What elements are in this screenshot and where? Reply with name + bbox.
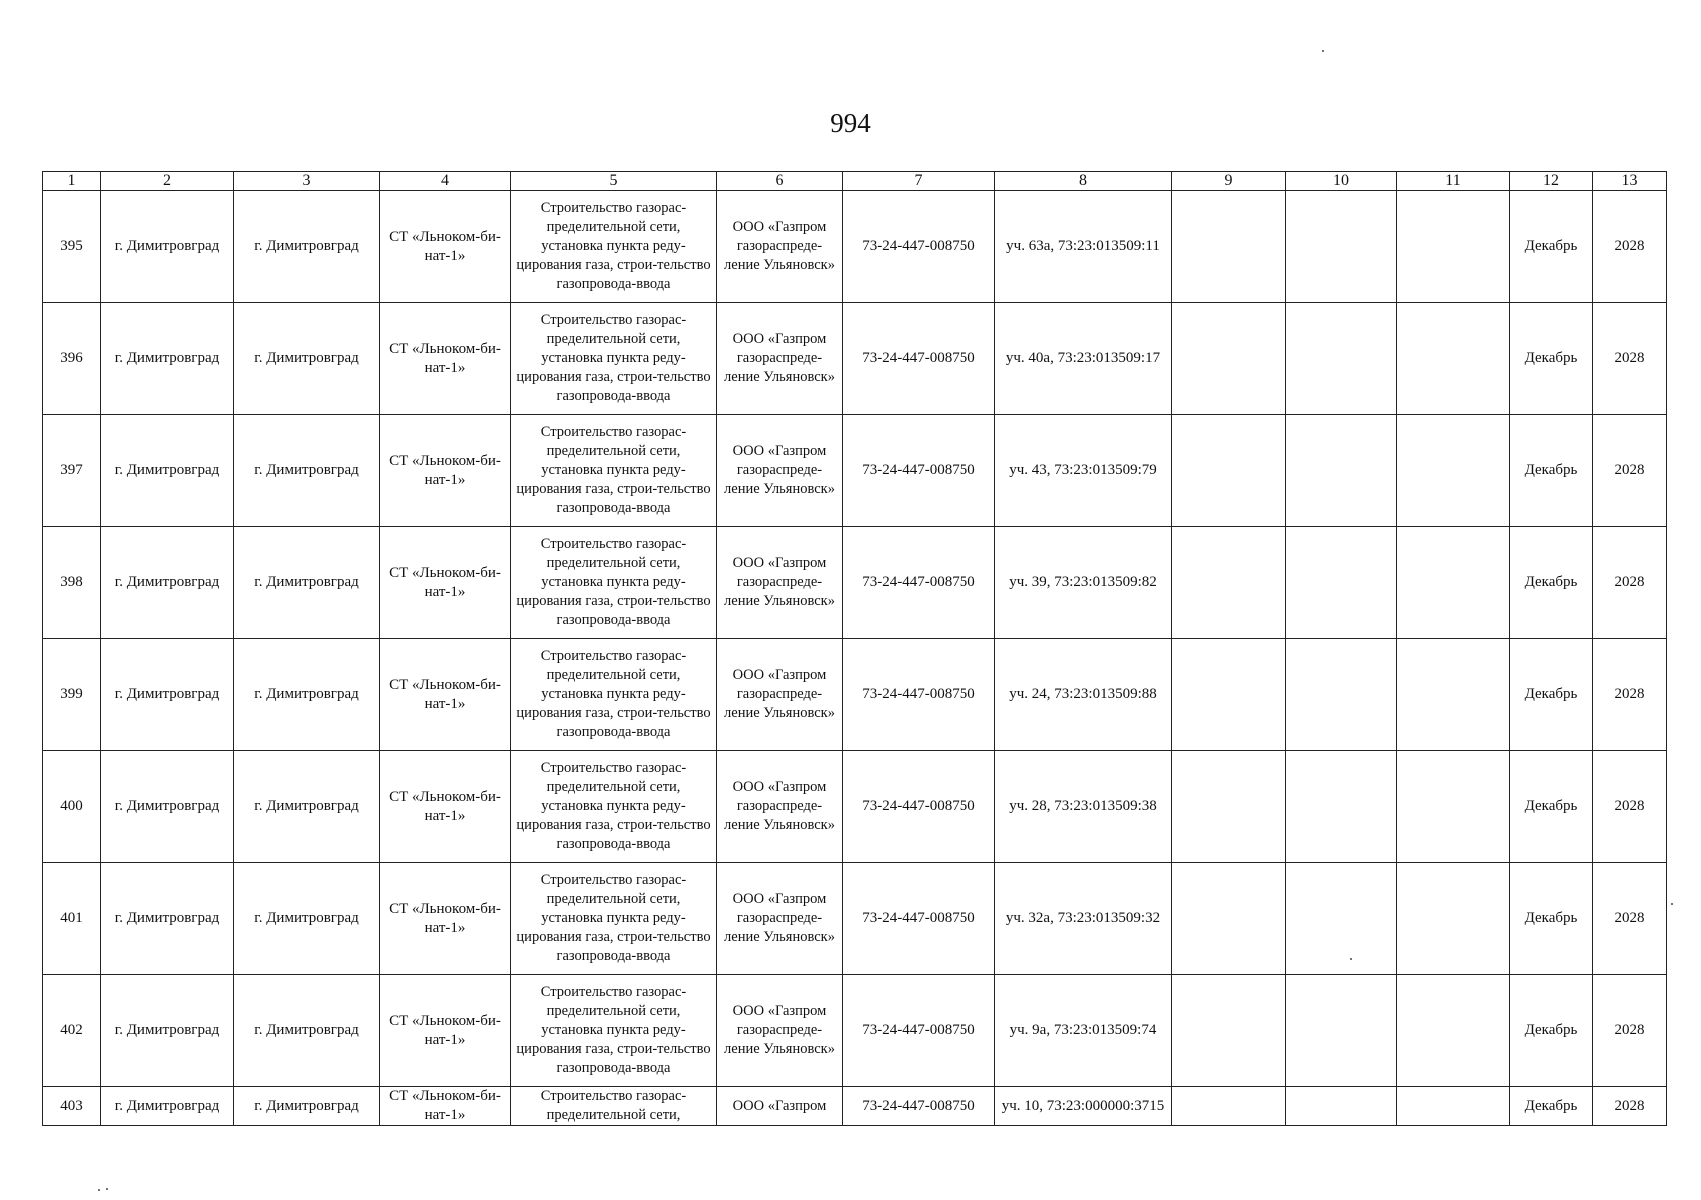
scan-speck [98, 1189, 100, 1191]
col-header: 5 [511, 172, 717, 191]
settlement-text: г. Димитровград [254, 574, 359, 590]
organization-text: ООО «Газпром газораспреде-ление Ульяновск» [724, 555, 835, 609]
col-header: 11 [1397, 172, 1510, 191]
plot-text: уч. 32а, 73:23:013509:32 [1005, 910, 1161, 926]
scan-speck [1671, 903, 1673, 905]
empty-cell [1286, 751, 1397, 863]
row-number-text: 401 [60, 910, 83, 926]
month-cell [1510, 863, 1593, 975]
year-text: 2028 [1614, 238, 1645, 254]
registry-number-cell [843, 191, 995, 303]
settlement-cell [234, 415, 380, 527]
district-cell [101, 975, 234, 1087]
row-number-text: 403 [60, 1097, 83, 1114]
col-header: 13 [1593, 172, 1667, 191]
district-cell [101, 1087, 234, 1126]
district-text: г. Димитровград [114, 686, 220, 702]
empty-cell [1172, 191, 1286, 303]
place-cell [380, 1087, 511, 1126]
registry-number-cell [843, 303, 995, 415]
year-text: 2028 [1614, 798, 1645, 814]
month-cell [1510, 751, 1593, 863]
empty-cell [1286, 1087, 1397, 1126]
registry-number-text: 73-24-447-008750 [862, 686, 975, 702]
settlement-cell [234, 975, 380, 1087]
year-text: 2028 [1614, 910, 1645, 926]
plot-cell [995, 191, 1172, 303]
empty-cell [1397, 639, 1510, 751]
place-cell [380, 191, 511, 303]
empty-cell [1172, 975, 1286, 1087]
empty-cell [1286, 863, 1397, 975]
year-cell [1593, 863, 1667, 975]
work-description-text: Строительство газорас-пределительной сети, установка пункта реду-цирования газа, строи-тельство газопровода-ввода [516, 424, 711, 516]
year-cell [1593, 527, 1667, 639]
district-cell [101, 639, 234, 751]
registry-number-cell [843, 751, 995, 863]
empty-cell [1397, 863, 1510, 975]
place-text: СТ «Льноком-би-нат-1» [389, 788, 501, 824]
settlement-text: г. Димитровград [254, 1097, 359, 1114]
settlement-text: г. Димитровград [254, 798, 359, 814]
row-number-text: 402 [60, 1022, 83, 1038]
year-text: 2028 [1614, 350, 1645, 366]
table-row [43, 303, 1667, 415]
row-number-text: 395 [60, 238, 83, 254]
registry-number-text: 73-24-447-008750 [862, 462, 975, 478]
organization-cell [717, 527, 843, 639]
district-text: г. Димитровград [114, 1097, 220, 1114]
organization-cell [717, 975, 843, 1087]
place-text: СТ «Льноком-би-нат-1» [389, 564, 501, 600]
year-cell [1593, 415, 1667, 527]
plot-cell [995, 527, 1172, 639]
empty-cell [1397, 303, 1510, 415]
col-header: 12 [1510, 172, 1593, 191]
plot-cell [995, 1087, 1172, 1126]
registry-number-text: 73-24-447-008750 [862, 350, 975, 366]
plot-cell [995, 975, 1172, 1087]
plot-text: уч. 28, 73:23:013509:38 [1009, 798, 1157, 814]
district-text: г. Димитровград [114, 462, 220, 478]
organization-cell [717, 415, 843, 527]
row-number-cell [43, 639, 101, 751]
plot-text: уч. 39, 73:23:013509:82 [1009, 574, 1157, 590]
col-header: 8 [995, 172, 1172, 191]
registry-number-cell [843, 975, 995, 1087]
table-row [43, 863, 1667, 975]
row-number-cell [43, 527, 101, 639]
empty-cell [1397, 527, 1510, 639]
empty-cell [1286, 415, 1397, 527]
year-cell [1593, 639, 1667, 751]
work-description-text: Строительство газорас-пределительной сети, [540, 1088, 687, 1123]
work-description-text: Строительство газорас-пределительной сети, установка пункта реду-цирования газа, строи-тельство газопровода-ввода [516, 648, 711, 740]
work-description-cell [511, 527, 717, 639]
work-description-text: Строительство газорас-пределительной сети, установка пункта реду-цирования газа, строи-тельство газопровода-ввода [516, 536, 711, 628]
table-row [43, 639, 1667, 751]
settlement-text: г. Димитровград [254, 462, 359, 478]
district-cell [101, 415, 234, 527]
empty-cell [1172, 751, 1286, 863]
row-number-text: 400 [60, 798, 83, 814]
place-cell [380, 415, 511, 527]
organization-cell [717, 639, 843, 751]
col-header: 7 [843, 172, 995, 191]
row-number-text: 397 [60, 462, 83, 478]
work-description-text: Строительство газорас-пределительной сети, установка пункта реду-цирования газа, строи-тельство газопровода-ввода [516, 200, 711, 292]
organization-text: ООО «Газпром газораспреде-ление Ульяновск» [724, 891, 835, 945]
empty-cell [1397, 415, 1510, 527]
district-cell [101, 191, 234, 303]
month-cell [1510, 975, 1593, 1087]
plot-text: уч. 9а, 73:23:013509:74 [1009, 1022, 1157, 1038]
registry-number-text: 73-24-447-008750 [862, 1022, 975, 1038]
plot-text: уч. 40а, 73:23:013509:17 [1005, 350, 1161, 366]
plot-cell [995, 303, 1172, 415]
empty-cell [1397, 191, 1510, 303]
plot-cell [995, 639, 1172, 751]
year-text: 2028 [1614, 574, 1645, 590]
empty-cell [1397, 975, 1510, 1087]
work-description-cell [511, 303, 717, 415]
registry-number-text: 73-24-447-008750 [862, 574, 975, 590]
work-description-cell [511, 1087, 717, 1126]
month-cell [1510, 415, 1593, 527]
scan-speck [1350, 958, 1352, 960]
district-cell [101, 303, 234, 415]
empty-cell [1397, 1087, 1510, 1126]
place-text: СТ «Льноком-би-нат-1» [389, 228, 501, 264]
month-text: Декабрь [1524, 686, 1578, 702]
empty-cell [1286, 191, 1397, 303]
work-description-text: Строительство газорас-пределительной сети, установка пункта реду-цирования газа, строи-тельство газопровода-ввода [516, 312, 711, 404]
work-description-text: Строительство газорас-пределительной сети, установка пункта реду-цирования газа, строи-тельство газопровода-ввода [516, 984, 711, 1076]
empty-cell [1286, 975, 1397, 1087]
registry-number-cell [843, 415, 995, 527]
work-description-cell [511, 639, 717, 751]
month-text: Декабрь [1524, 910, 1578, 926]
work-description-cell [511, 751, 717, 863]
place-cell [380, 751, 511, 863]
table-row [43, 415, 1667, 527]
col-header: 4 [380, 172, 511, 191]
month-text: Декабрь [1524, 462, 1578, 478]
col-header: 6 [717, 172, 843, 191]
row-number-cell [43, 303, 101, 415]
year-cell [1593, 751, 1667, 863]
place-text: СТ «Льноком-би-нат-1» [389, 1012, 501, 1048]
page-number: 994 [830, 108, 871, 138]
district-text: г. Димитровград [114, 798, 220, 814]
month-cell [1510, 527, 1593, 639]
settlement-cell [234, 527, 380, 639]
table-row [43, 751, 1667, 863]
work-description-cell [511, 191, 717, 303]
empty-cell [1172, 639, 1286, 751]
district-cell [101, 527, 234, 639]
place-text: СТ «Льноком-би-нат-1» [389, 452, 501, 488]
settlement-cell [234, 639, 380, 751]
row-number-cell [43, 751, 101, 863]
month-text: Декабрь [1524, 238, 1578, 254]
settlement-text: г. Димитровград [254, 350, 359, 366]
place-text: СТ «Льноком-би-нат-1» [389, 900, 501, 936]
settlement-cell [234, 191, 380, 303]
empty-cell [1286, 527, 1397, 639]
month-cell [1510, 639, 1593, 751]
registry-number-cell [843, 863, 995, 975]
organization-cell [717, 1087, 843, 1126]
registry-number-text: 73-24-447-008750 [862, 798, 975, 814]
settlement-cell [234, 1087, 380, 1126]
empty-cell [1286, 303, 1397, 415]
col-header: 1 [43, 172, 101, 191]
settlement-cell [234, 751, 380, 863]
district-text: г. Димитровград [114, 910, 220, 926]
empty-cell [1172, 303, 1286, 415]
registry-number-cell [843, 527, 995, 639]
scan-speck [1322, 50, 1324, 52]
col-header: 9 [1172, 172, 1286, 191]
empty-cell [1286, 639, 1397, 751]
organization-cell [717, 303, 843, 415]
registry-number-cell [843, 1087, 995, 1126]
settlement-text: г. Димитровград [254, 910, 359, 926]
month-cell [1510, 191, 1593, 303]
header-row [43, 172, 1667, 191]
place-text: СТ «Льноком-би-нат-1» [389, 1088, 501, 1123]
plot-text: уч. 10, 73:23:000000:3715 [1001, 1097, 1165, 1114]
col-header: 3 [234, 172, 380, 191]
organization-cell [717, 863, 843, 975]
empty-cell [1172, 527, 1286, 639]
work-description-cell [511, 863, 717, 975]
organization-cell [717, 751, 843, 863]
registry-number-text: 73-24-447-008750 [862, 910, 975, 926]
table-row [43, 975, 1667, 1087]
plot-text: уч. 63а, 73:23:013509:11 [1006, 238, 1160, 254]
year-text: 2028 [1614, 1022, 1645, 1038]
organization-text: ООО «Газпром газораспреде-ление Ульяновск» [724, 331, 835, 385]
scan-speck [106, 1188, 108, 1190]
place-cell [380, 975, 511, 1087]
empty-cell [1397, 751, 1510, 863]
settlement-cell [234, 863, 380, 975]
work-description-cell [511, 975, 717, 1087]
plot-text: уч. 43, 73:23:013509:79 [1009, 462, 1157, 478]
table-row [43, 527, 1667, 639]
year-cell [1593, 303, 1667, 415]
place-cell [380, 863, 511, 975]
year-text: 2028 [1614, 1097, 1645, 1114]
row-number-text: 398 [60, 574, 83, 590]
row-number-cell [43, 975, 101, 1087]
registry-number-text: 73-24-447-008750 [862, 238, 975, 254]
row-number-cell [43, 191, 101, 303]
district-cell [101, 751, 234, 863]
plot-cell [995, 751, 1172, 863]
plot-cell [995, 863, 1172, 975]
month-cell [1510, 1087, 1593, 1126]
year-cell [1593, 191, 1667, 303]
district-cell [101, 863, 234, 975]
empty-cell [1172, 863, 1286, 975]
year-text: 2028 [1614, 686, 1645, 702]
row-number-text: 399 [60, 686, 83, 702]
place-cell [380, 639, 511, 751]
col-header: 2 [101, 172, 234, 191]
table-row [43, 191, 1667, 303]
month-text: Декабрь [1524, 350, 1578, 366]
register-table [42, 171, 1667, 1126]
place-text: СТ «Льноком-би-нат-1» [389, 676, 501, 712]
organization-text: ООО «Газпром газораспреде-ление Ульяновск» [724, 219, 835, 273]
row-number-cell [43, 1087, 101, 1126]
plot-cell [995, 415, 1172, 527]
organization-text: ООО «Газпром газораспреде-ление Ульяновск» [724, 1003, 835, 1057]
table-row [43, 1087, 1667, 1126]
registry-number-text: 73-24-447-008750 [862, 1097, 975, 1114]
settlement-text: г. Димитровград [254, 238, 359, 254]
month-text: Декабрь [1524, 1097, 1578, 1114]
plot-text: уч. 24, 73:23:013509:88 [1009, 686, 1157, 702]
settlement-text: г. Димитровград [254, 1022, 359, 1038]
empty-cell [1172, 1087, 1286, 1126]
organization-text: ООО «Газпром [732, 1097, 827, 1114]
year-cell [1593, 1087, 1667, 1126]
month-cell [1510, 303, 1593, 415]
row-number-cell [43, 415, 101, 527]
place-cell [380, 303, 511, 415]
work-description-text: Строительство газорас-пределительной сети, установка пункта реду-цирования газа, строи-тельство газопровода-ввода [516, 760, 711, 852]
month-text: Декабрь [1524, 798, 1578, 814]
district-text: г. Димитровград [114, 350, 220, 366]
settlement-text: г. Димитровград [254, 686, 359, 702]
year-cell [1593, 975, 1667, 1087]
row-number-text: 396 [60, 350, 83, 366]
organization-text: ООО «Газпром газораспреде-ление Ульяновск» [724, 443, 835, 497]
col-header: 10 [1286, 172, 1397, 191]
month-text: Декабрь [1524, 1022, 1578, 1038]
organization-text: ООО «Газпром газораспреде-ление Ульяновск» [724, 667, 835, 721]
place-cell [380, 527, 511, 639]
work-description-cell [511, 415, 717, 527]
district-text: г. Димитровград [114, 238, 220, 254]
month-text: Декабрь [1524, 574, 1578, 590]
work-description-text: Строительство газорас-пределительной сети, установка пункта реду-цирования газа, строи-тельство газопровода-ввода [516, 872, 711, 964]
registry-number-cell [843, 639, 995, 751]
place-text: СТ «Льноком-би-нат-1» [389, 340, 501, 376]
district-text: г. Димитровград [114, 574, 220, 590]
empty-cell [1172, 415, 1286, 527]
district-text: г. Димитровград [114, 1022, 220, 1038]
settlement-cell [234, 303, 380, 415]
organization-cell [717, 191, 843, 303]
organization-text: ООО «Газпром газораспреде-ление Ульяновск» [724, 779, 835, 833]
row-number-cell [43, 863, 101, 975]
year-text: 2028 [1614, 462, 1645, 478]
